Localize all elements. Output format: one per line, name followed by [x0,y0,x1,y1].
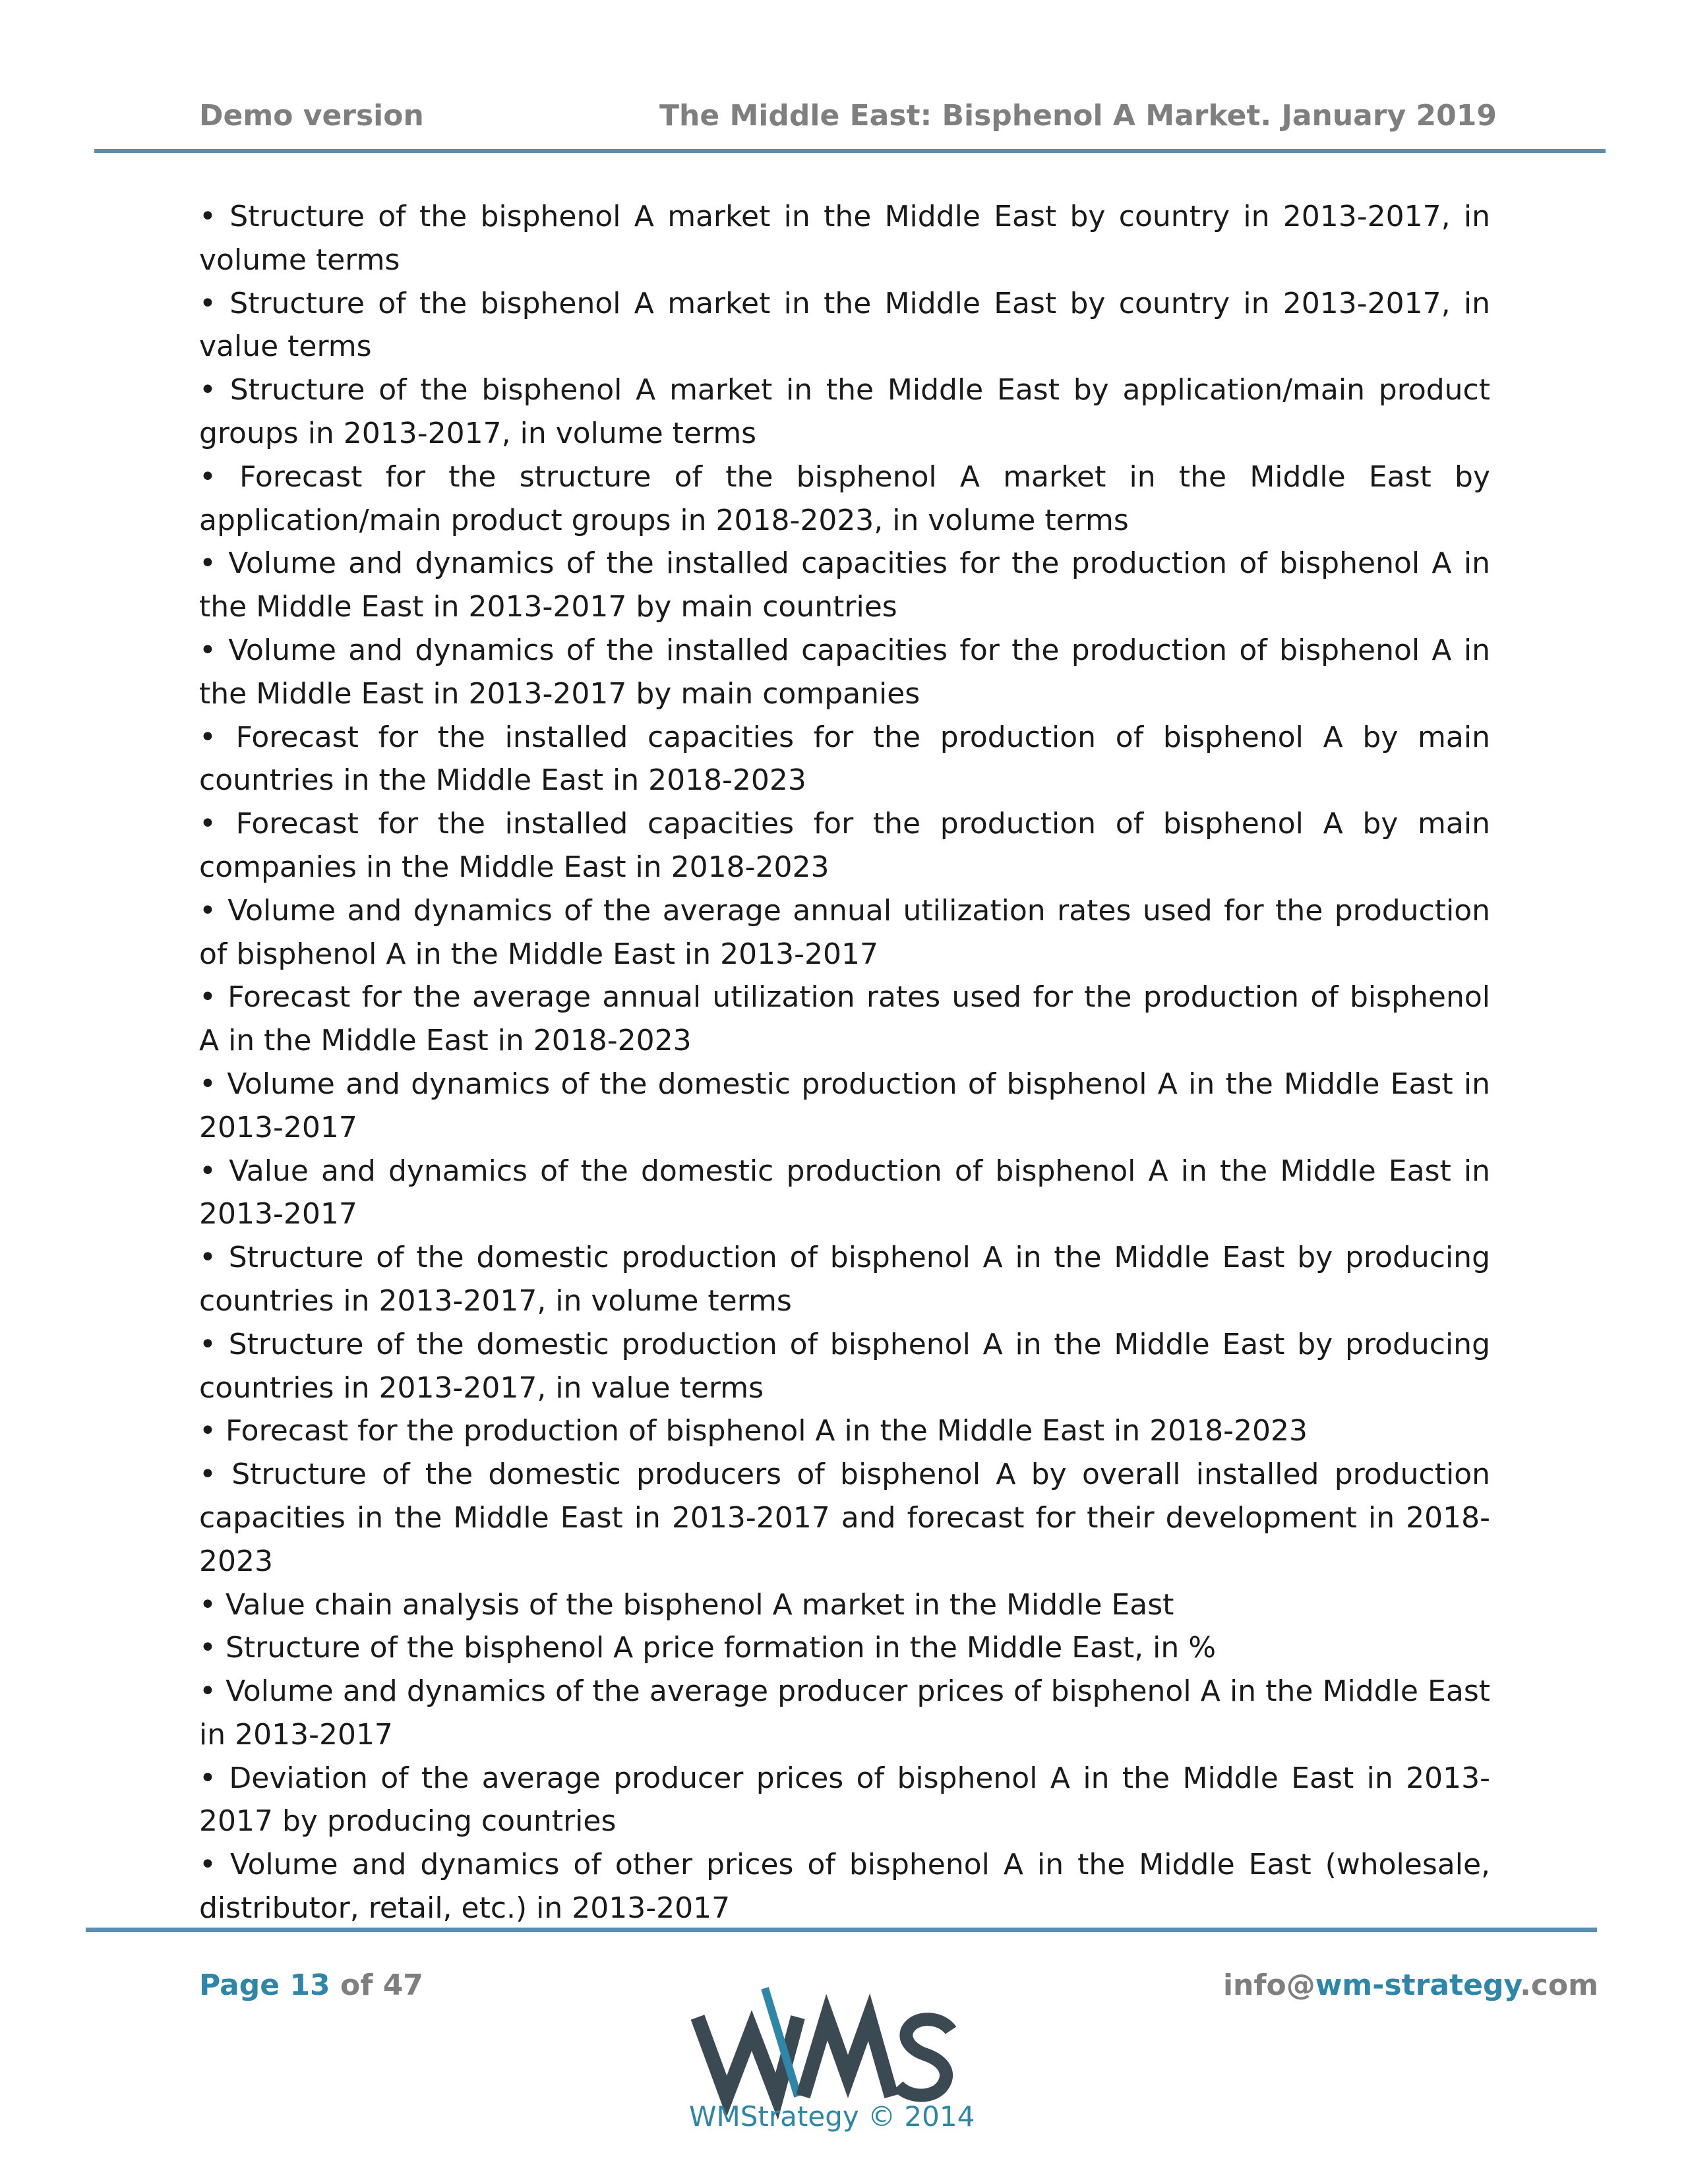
demo-version-label: Demo version [199,99,424,133]
page-indicator [199,1968,423,2002]
bullet-item: • Volume and dynamics of the installed capacities for the production of bisphenol A in the Middle East in 2013-2017 by main companies [199,633,1490,711]
bullet-list [199,195,1490,1930]
bullet-item: • Deviation of the average producer prices of bisphenol A in the Middle East in 2013-2017 by producing countries [199,1761,1490,1839]
bullet-item: • Value and dynamics of the domestic production of bisphenol A in the Middle East in 2013-2017 [199,1154,1490,1231]
bullet-item: • Structure of the bisphenol A market in the Middle East by country in 2013-2017, in volume terms [199,200,1490,277]
bullet-item: • Forecast for the installed capacities for the production of bisphenol A by main countries in the Middle East in 2018-2023 [199,720,1490,798]
bullet-item: • Structure of the bisphenol A market in the Middle East by country in 2013-2017, in value terms [199,286,1490,364]
bullet-item: • Value chain analysis of the bisphenol A market in the Middle East [199,1587,1174,1622]
bullet-item: • Volume and dynamics of the average annual utilization rates used for the production of bisphenol A in the Middle East in 2013-2017 [199,893,1490,971]
bullet-item: • Volume and dynamics of the domestic production of bisphenol A in the Middle East in 2013-2017 [199,1067,1490,1144]
bullet-item: • Forecast for the structure of the bisphenol A market in the Middle East by application/main product groups in 2018-2023, in volume terms [199,459,1490,537]
bullet-item: • Structure of the domestic production of bisphenol A in the Middle East by producing countries in 2013-2017, in volume terms [199,1241,1490,1318]
copyright-text: WMStrategy © 2014 [689,2100,975,2133]
email-tld: .com [1520,1968,1598,2002]
document-title: The Middle East: Bisphenol A Market. January 2019 [659,99,1497,133]
bullet-item: • Forecast for the installed capacities for the production of bisphenol A by main companies in the Middle East in 2018-2023 [199,807,1490,884]
bullet-item: • Structure of the domestic producers of bisphenol A by overall installed production capacities in the Middle East in 2013-2017 and forecast for their development in 2018-2023 [199,1458,1490,1578]
bullet-item: • Structure of the bisphenol A price formation in the Middle East, in % [199,1631,1217,1665]
bullet-item: • Structure of the domestic production of bisphenol A in the Middle East by producing countries in 2013-2017, in value terms [199,1327,1490,1405]
header-divider [94,149,1606,153]
bullet-item: • Structure of the bisphenol A market in the Middle East by application/main product groups in 2013-2017, in volume terms [199,373,1490,450]
bullet-item: • Volume and dynamics of other prices of bisphenol A in the Middle East (wholesale, distributor, retail, etc.) in 2013-2017 [199,1848,1490,1926]
page-number: 13 [289,1968,330,2002]
email-domain: wm-strategy [1315,1968,1521,2002]
logo-letter-m [803,2017,891,2096]
bullet-item: • Forecast for the production of bisphenol A in the Middle East in 2018-2023 [199,1414,1308,1448]
email-user: info@ [1222,1968,1315,2002]
footer-divider [86,1928,1597,1932]
logo-letter-s [898,2019,951,2095]
bullet-item: • Forecast for the average annual utilization rates used for the production of bisphenol A in the Middle East in 2018-2023 [199,980,1490,1058]
page-total: of 47 [340,1968,423,2002]
contact-email[interactable] [1223,1968,1598,2002]
bullet-item: • Volume and dynamics of the average producer prices of bisphenol A in the Middle East in 2013-2017 [199,1674,1490,1752]
page-header [0,0,1688,158]
bullet-item: • Volume and dynamics of the installed capacities for the production of bisphenol A in the Middle East in 2013-2017 by main countries [199,546,1490,624]
page-word: Page [199,1968,280,2002]
